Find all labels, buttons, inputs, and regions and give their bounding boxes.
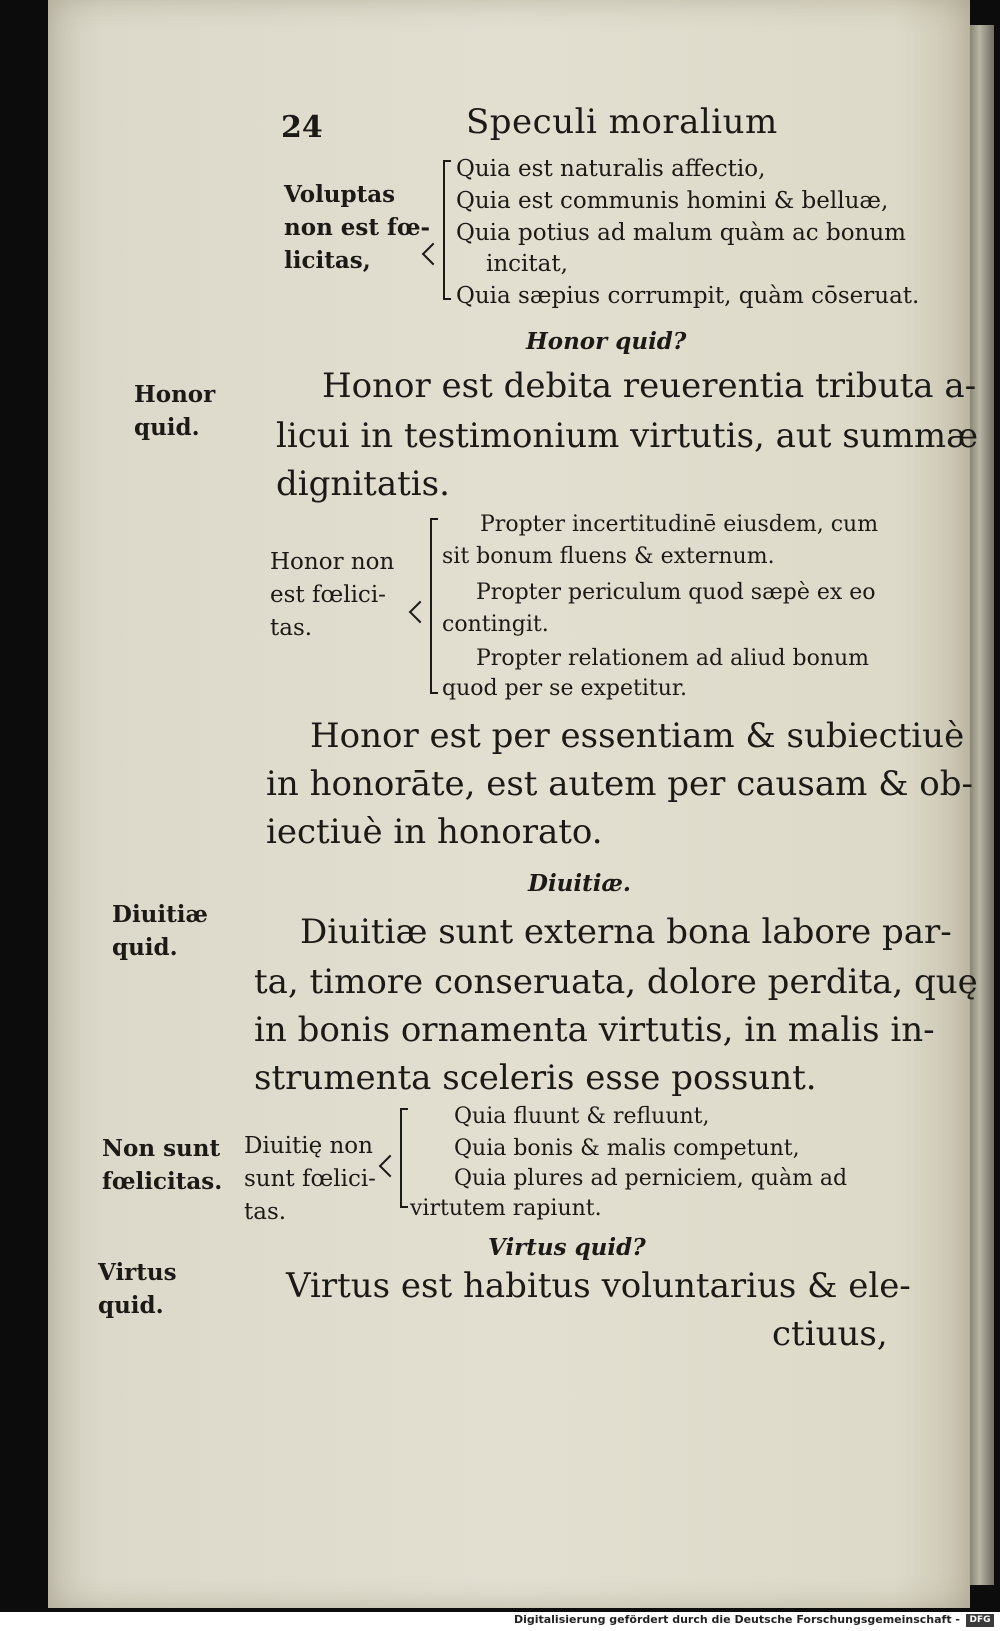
- voluptas-reason-3b: incitat,: [486, 251, 568, 277]
- book-page: [48, 0, 979, 1608]
- divitiae-def-line-2: ta, timore conseruata, dolore perdita, quę: [254, 962, 978, 1002]
- divitiae-brace: [400, 1108, 402, 1208]
- divitiae-def-line-1: Diuitiæ sunt externa bona labore par-: [300, 912, 952, 952]
- divitiae-not-happiness-label: Diuitię non sunt fœlici- tas.: [244, 1133, 376, 1225]
- honor-essence-line-1: Honor est per essentiam & subiectiuè: [310, 716, 965, 756]
- honor-reason-1: Propter incertitudinē eiusdem, cum: [480, 512, 879, 537]
- voluptas-reason-1: Quia est naturalis affectio,: [456, 156, 766, 182]
- voluptas-brace: [443, 160, 445, 300]
- honor-essence-line-3: iectiuè in honorato.: [266, 812, 603, 852]
- divitiae-reason-1: Quia fluunt & refluunt,: [454, 1104, 710, 1129]
- divitiae-reason-3b: virtutem rapiunt.: [410, 1196, 602, 1221]
- divitiae-reason-2: Quia bonis & malis competunt,: [454, 1136, 800, 1161]
- honor-def-line-1: Honor est debita reuerentia tributa a-: [322, 366, 977, 406]
- footer-credit: Digitalisierung gefördert durch die Deutsche Forschungsgemeinschaft -: [513, 1613, 960, 1626]
- virtus-heading: Virtus quid?: [488, 1234, 646, 1261]
- dfg-logo: DFG: [966, 1614, 994, 1627]
- divitiae-margin-note: Diuitiæ quid.: [112, 901, 208, 961]
- divitiae-def-line-3: in bonis ornamenta virtutis, in malis in-: [254, 1010, 935, 1050]
- honor-reason-2: Propter periculum quod sæpè ex eo: [476, 580, 876, 605]
- honor-reason-1b: sit bonum fluens & externum.: [442, 544, 775, 569]
- divitiae-brace-tip: [379, 1155, 402, 1178]
- page-number: 24: [281, 110, 323, 145]
- voluptas-reason-2: Quia est communis homini & belluæ,: [456, 188, 889, 214]
- honor-margin-note: Honor quid.: [134, 381, 216, 441]
- page-edge: [970, 25, 994, 1585]
- voluptas-reason-4: Quia sæpius corrumpit, quàm cōseruat.: [456, 283, 920, 309]
- honor-reason-2b: contingit.: [442, 612, 549, 637]
- divitiae-def-line-4: strumenta sceleris esse possunt.: [254, 1058, 817, 1098]
- virtus-def-line-1: Virtus est habitus voluntarius & ele-: [286, 1266, 911, 1306]
- voluptas-label: Voluptas non est fœ- licitas,: [284, 181, 431, 274]
- honor-reason-3b: quod per se expetitur.: [442, 676, 687, 701]
- divitiae-reason-3: Quia plures ad perniciem, quàm ad: [454, 1166, 848, 1191]
- honor-essence-line-2: in honorāte, est autem per causam & ob-: [266, 764, 973, 804]
- footer-bar: [0, 1612, 1000, 1631]
- honor-def-line-3: dignitatis.: [276, 464, 450, 504]
- divitiae-margin-note-2: Non sunt fœlicitas.: [102, 1135, 223, 1195]
- divitiae-heading: Diuitiæ.: [528, 870, 631, 897]
- virtus-margin-note: Virtus quid.: [98, 1259, 177, 1319]
- honor-heading: Honor quid?: [526, 328, 687, 355]
- running-title: Speculi moralium: [466, 102, 778, 142]
- honor-def-line-2: licui in testimonium virtutis, aut summæ: [276, 416, 979, 456]
- honor-brace: [430, 518, 432, 694]
- voluptas-reason-3: Quia potius ad malum quàm ac bonum: [456, 220, 906, 246]
- virtus-def-line-2: ctiuus,: [772, 1314, 888, 1354]
- honor-reason-3: Propter relationem ad aliud bonum: [476, 646, 870, 671]
- honor-not-happiness-label: Honor non est fœlici- tas.: [270, 549, 395, 641]
- honor-brace-tip: [409, 601, 432, 624]
